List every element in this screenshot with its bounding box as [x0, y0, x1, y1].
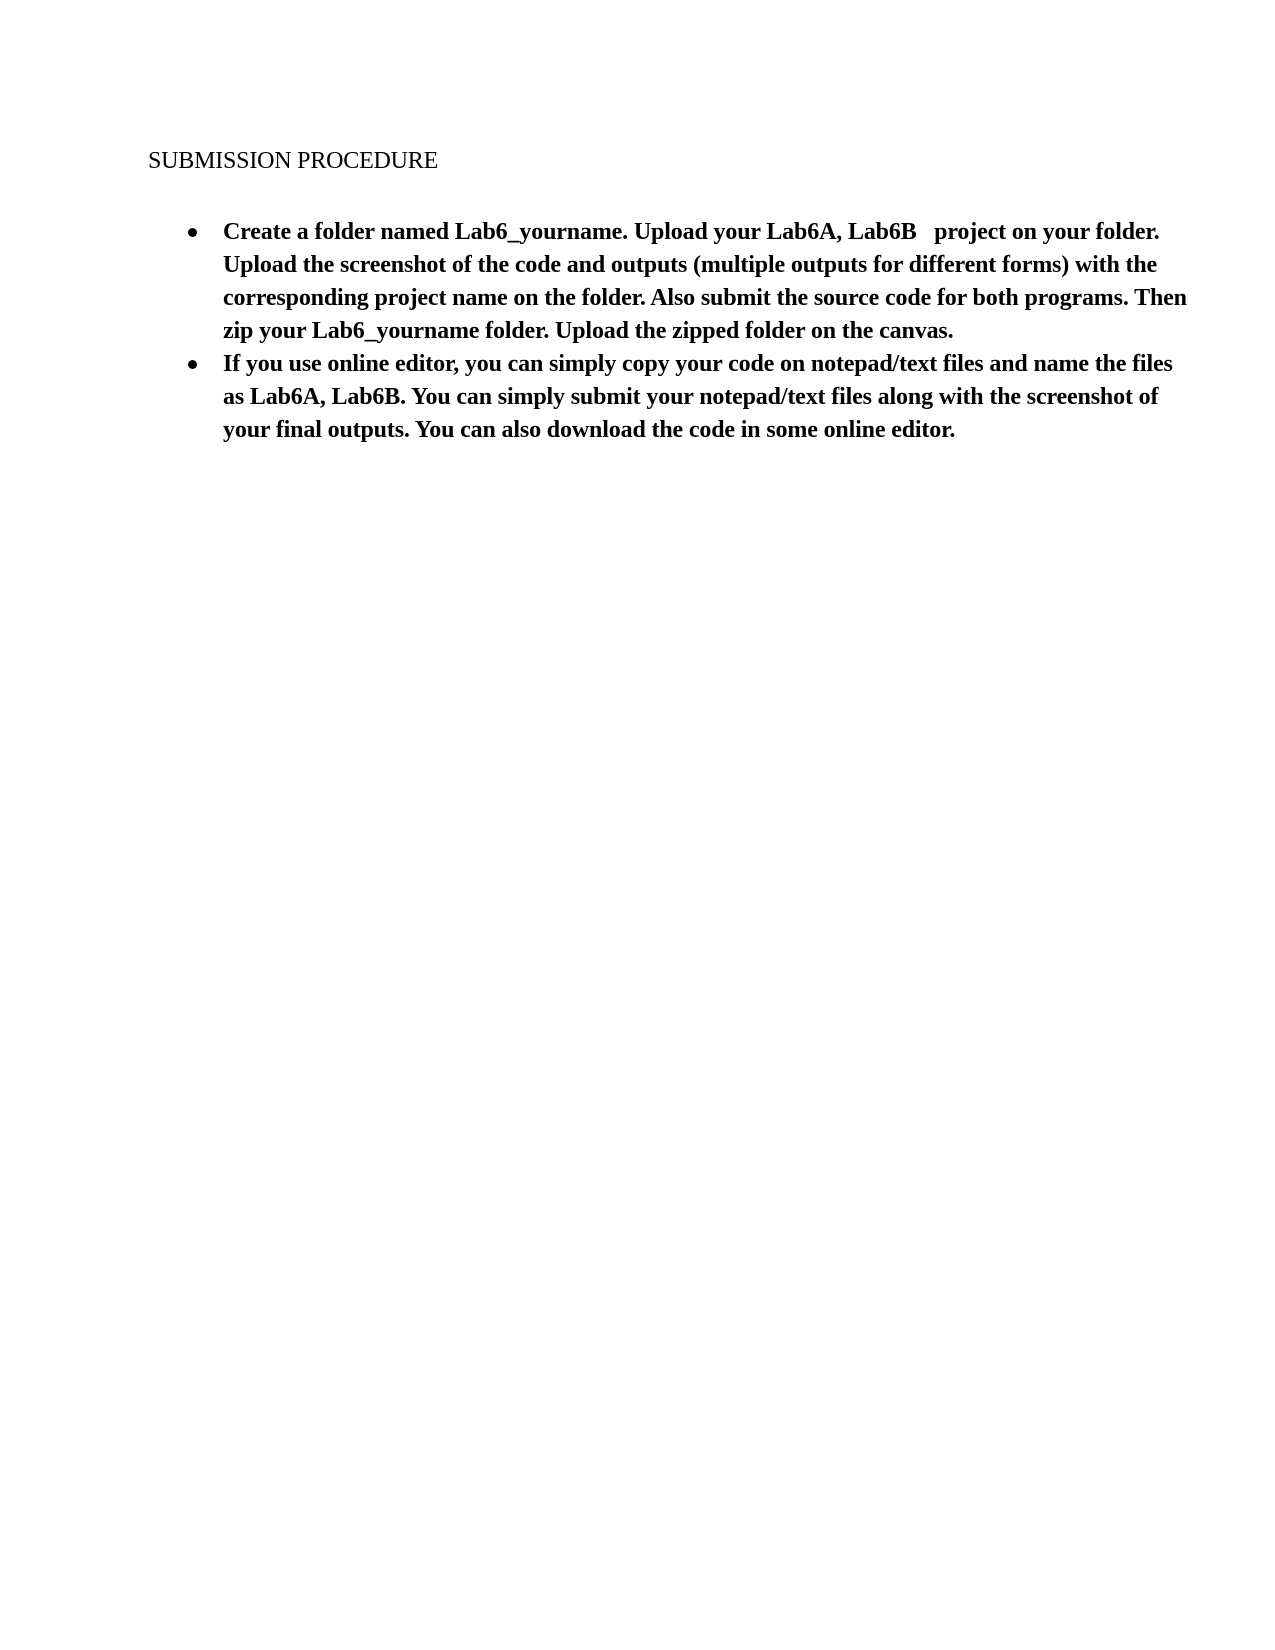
list-item [148, 348, 1188, 447]
section-heading: SUBMISSION PROCEDURE [148, 148, 439, 174]
list-item-text: If you use online editor, you can simply copy your code on notepad/text files and name the files as Lab6A, Lab6B. You can simply submit your notepad/text files along with the screenshot of your final outputs. You can also download the code in some online editor. [223, 351, 1179, 443]
list-item-text: Create a folder named Lab6_yourname. Upload your Lab6A, Lab6B project on your folder. Upload the screenshot of the code and outputs (multiple outputs for different forms) with the corresponding project name on the folder. Also submit the source code for both programs. Then zip your Lab6_yourname folder. Upload the zipped folder on the canvas. [223, 219, 1193, 344]
submission-steps-list [148, 216, 1193, 447]
bullet-icon [188, 228, 197, 237]
bullet-icon [188, 360, 197, 369]
list-item [148, 216, 1193, 348]
